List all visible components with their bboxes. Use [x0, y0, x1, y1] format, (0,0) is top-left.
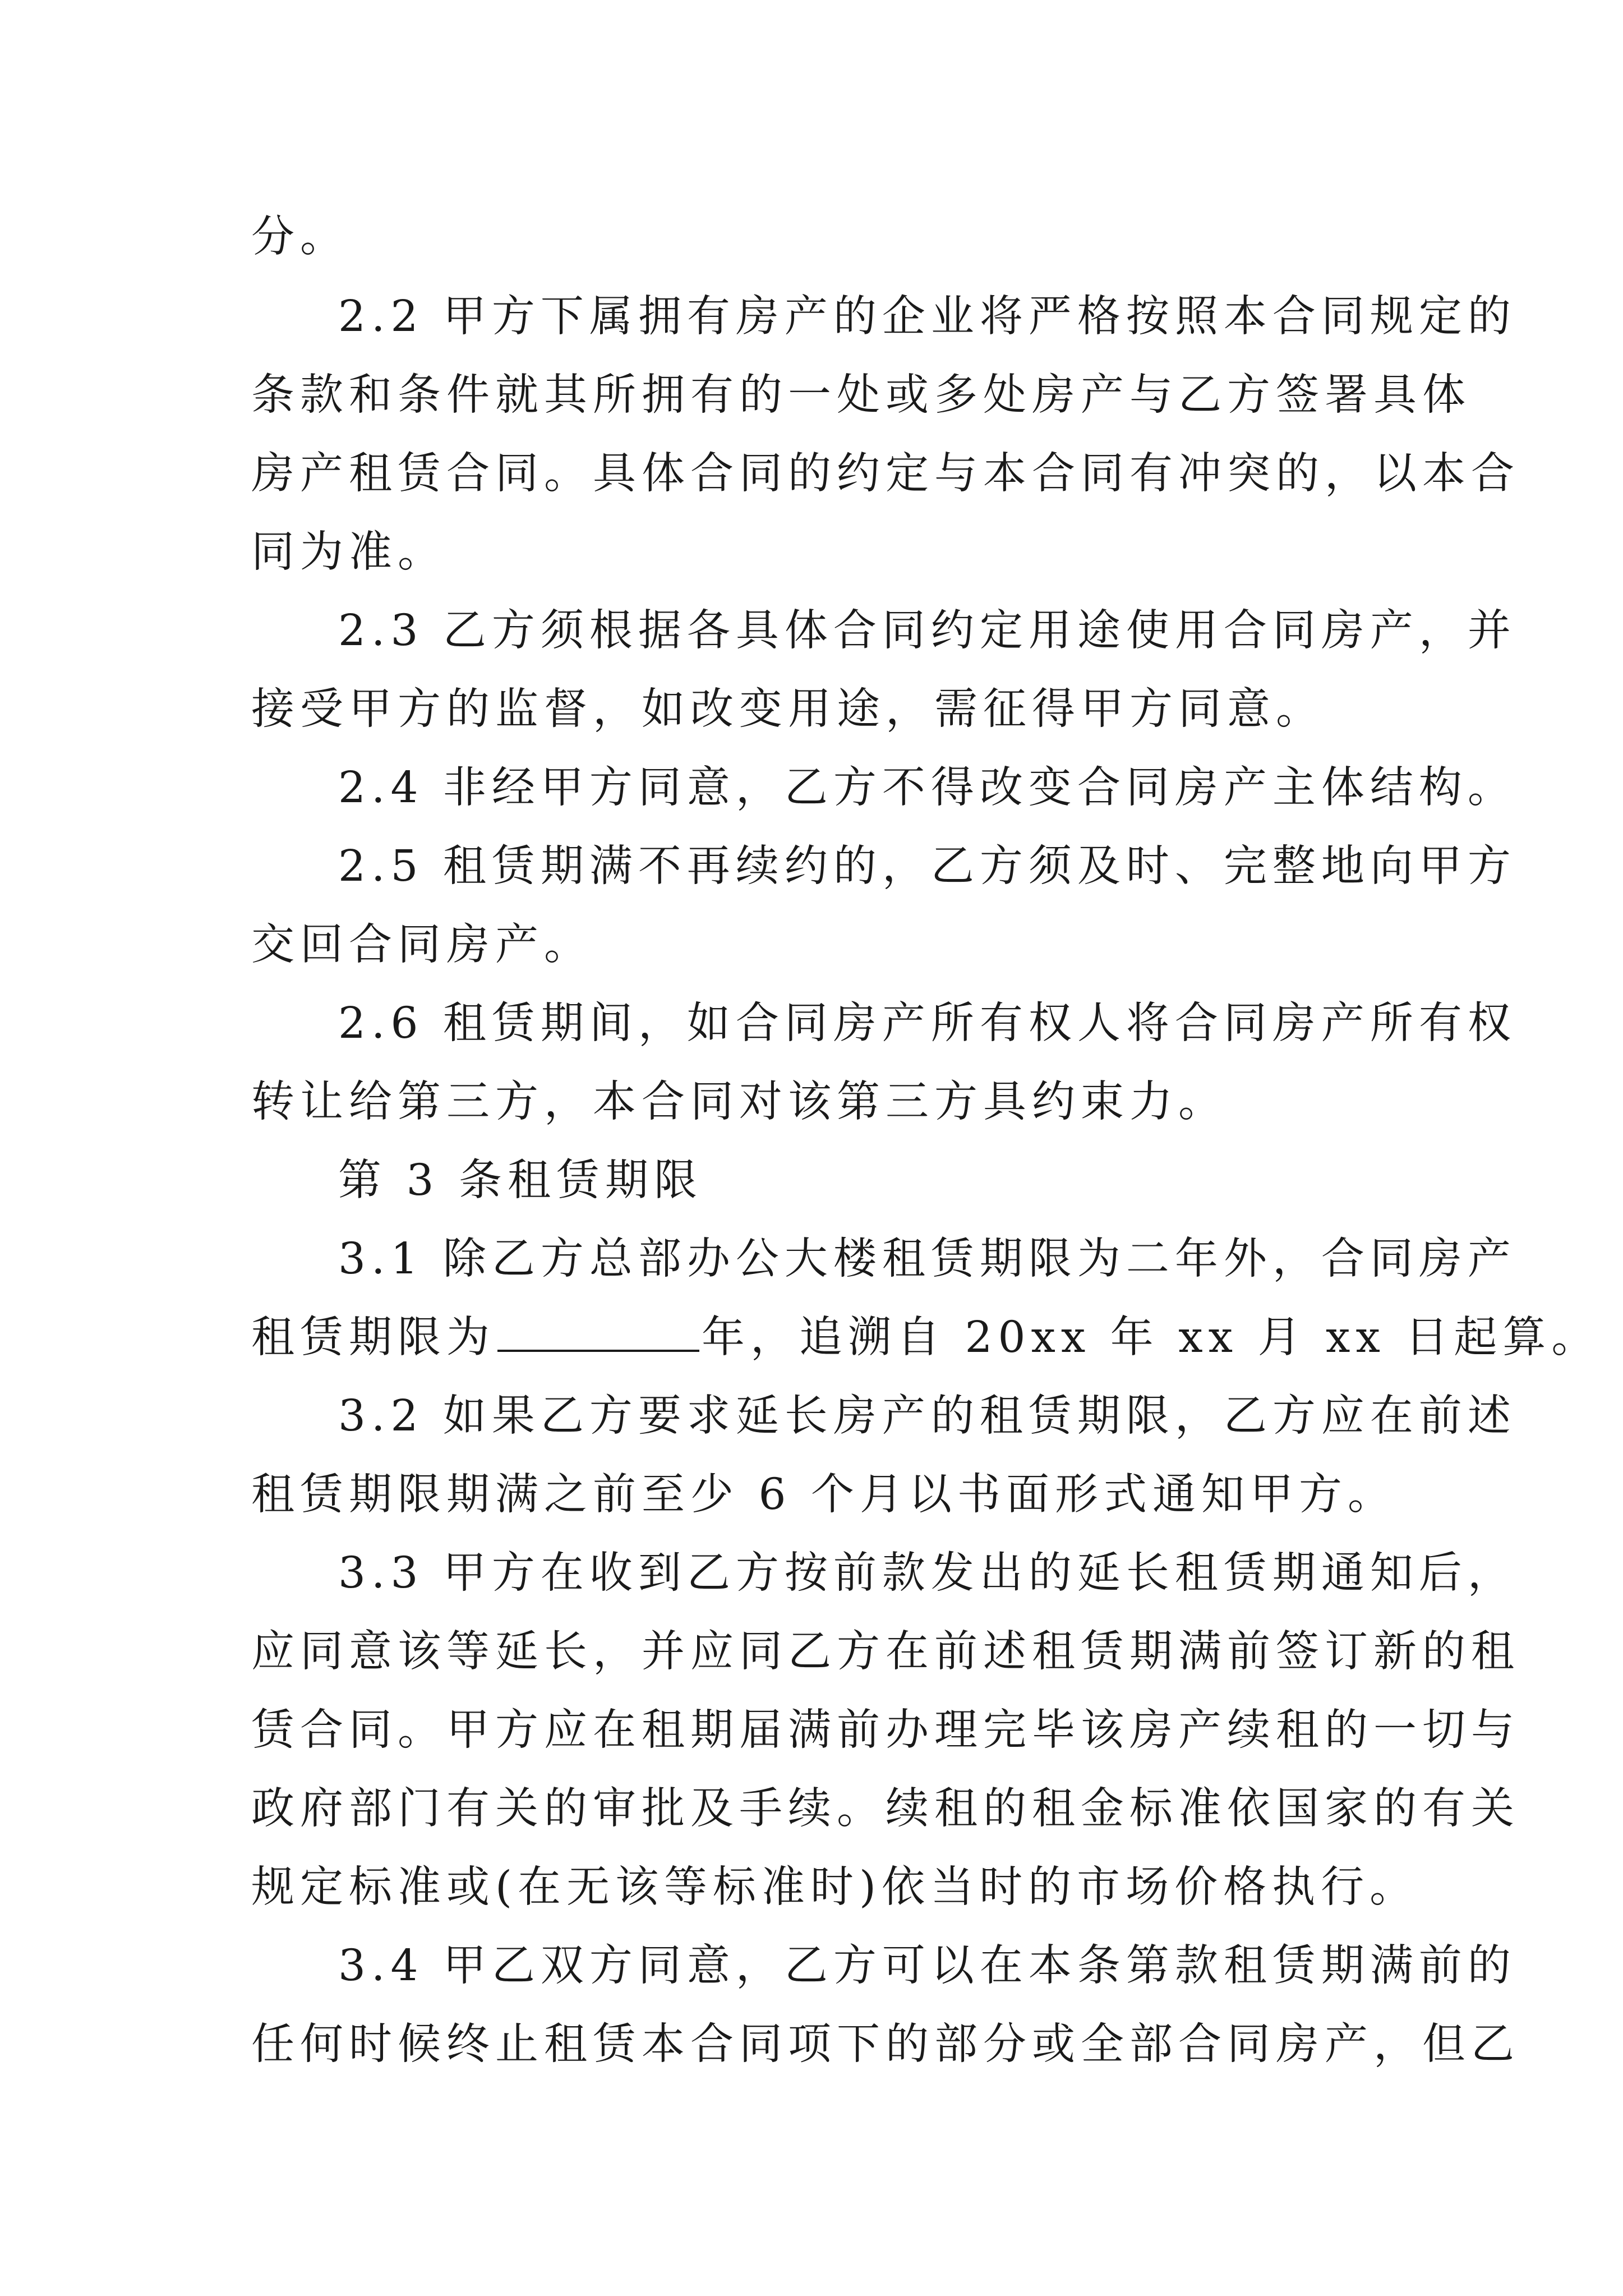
paragraph-line: 2.5 租赁期满不再续约的，乙方须及时、完整地向甲方 [338, 841, 1516, 891]
paragraph-line: 任何时候终止租赁本合同项下的部分或全部合同房产，但乙 [251, 2019, 1520, 2069]
section-heading: 第 3 条租赁期限 [338, 1156, 703, 1205]
paragraph-line: 2.2 甲方下属拥有房产的企业将严格按照本合同规定的 [338, 292, 1516, 342]
fill-in-blank [497, 1315, 699, 1352]
paragraph-line: 分。 [251, 212, 349, 262]
paragraph-line: 应同意该等延长，并应同乙方在前述租赁期满前签订新的租 [251, 1627, 1520, 1677]
paragraph-line: 3.3 甲方在收到乙方按前款发出的延长租赁期通知后， [338, 1548, 1516, 1598]
paragraph-line: 条款和条件就其所拥有的一处或多处房产与乙方签署具体 [251, 370, 1471, 420]
paragraph-line: 规定标准或(在无该等标准时)依当时的市场价格执行。 [251, 1862, 1419, 1912]
paragraph-line: 接受甲方的监督，如改变用途，需征得甲方同意。 [251, 684, 1325, 734]
paragraph-line: 2.4 非经甲方同意，乙方不得改变合同房产主体结构。 [338, 763, 1516, 813]
paragraph-line: 同为准。 [251, 527, 446, 577]
paragraph-line: 交回合同房产。 [251, 920, 593, 970]
paragraph-line: 赁合同。甲方应在租期届满前办理完毕该房产续租的一切与 [251, 1705, 1520, 1755]
paragraph-line-with-blank [251, 1311, 1600, 1365]
paragraph-line: 2.6 租赁期间，如合同房产所有权人将合同房产所有权 [338, 999, 1516, 1048]
paragraph-line: 租赁期限期满之前至少 6 个月以书面形式通知甲方。 [251, 1470, 1396, 1520]
paragraph-line: 3.1 除乙方总部办公大楼租赁期限为二年外，合同房产 [338, 1234, 1516, 1284]
paragraph-line: 2.3 乙方须根据各具体合同约定用途使用合同房产，并 [338, 606, 1516, 656]
line-segment: 租赁期限为 [251, 1313, 495, 1363]
paragraph-line: 3.2 如果乙方要求延长房产的租赁期限，乙方应在前述 [338, 1391, 1516, 1441]
paragraph-line: 3.4 甲乙双方同意，乙方可以在本条第款租赁期满前的 [338, 1941, 1516, 1991]
paragraph-line: 转让给第三方，本合同对该第三方具约束力。 [251, 1077, 1227, 1127]
paragraph-line: 房产租赁合同。具体合同的约定与本合同有冲突的，以本合 [251, 449, 1520, 499]
paragraph-line: 政府部门有关的审批及手续。续租的租金标准依国家的有关 [251, 1784, 1520, 1834]
line-segment: 年，追溯自 20xx 年 xx 月 xx 日起算。 [702, 1313, 1601, 1363]
